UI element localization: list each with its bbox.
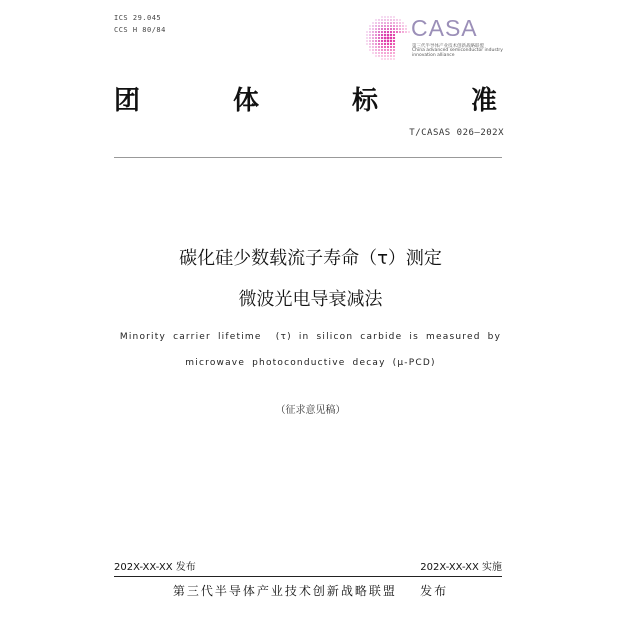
logo-subtitle-en-1: China advanced semiconductor industry: [412, 48, 503, 53]
draft-label: （征求意见稿）: [275, 405, 346, 416]
publish-date: 202X-XX-XX 发布: [114, 562, 196, 573]
logo-subtitle-en-2: innovation alliance: [412, 53, 455, 58]
standard-number: T/CASAS 026—202X: [409, 128, 504, 138]
header-divider: [114, 157, 502, 158]
standard-type-char-3: 标: [352, 86, 379, 116]
implement-date: 202X-XX-XX 实施: [420, 562, 502, 573]
ccs-code: CCS H 80/84: [114, 26, 166, 34]
ics-code: ICS 29.045: [114, 14, 162, 22]
logo-subtitle-cn: 第三代半导体产业技术创新战略联盟: [412, 44, 484, 49]
footer-divider: [114, 576, 502, 577]
standard-type-char-2: 体: [233, 86, 260, 116]
title-cn-line-1: 碳化硅少数载流子寿命（τ）测定: [179, 248, 442, 269]
logo-name: CASA: [411, 15, 478, 41]
classification-codes: [114, 12, 166, 36]
title-en-line-2: microwave photoconductive decay (μ-PCD): [185, 358, 436, 368]
issuer: 第三代半导体产业技术创新战略联盟 发布: [172, 584, 449, 598]
title-en-line-1: Minority carrier lifetime (τ) in silicon carbide is measured by: [119, 332, 502, 342]
standard-type-char-4: 准: [471, 86, 498, 116]
standard-type-char-1: 团: [114, 86, 141, 116]
title-cn-line-2: 微波光电导衰减法: [238, 289, 383, 310]
